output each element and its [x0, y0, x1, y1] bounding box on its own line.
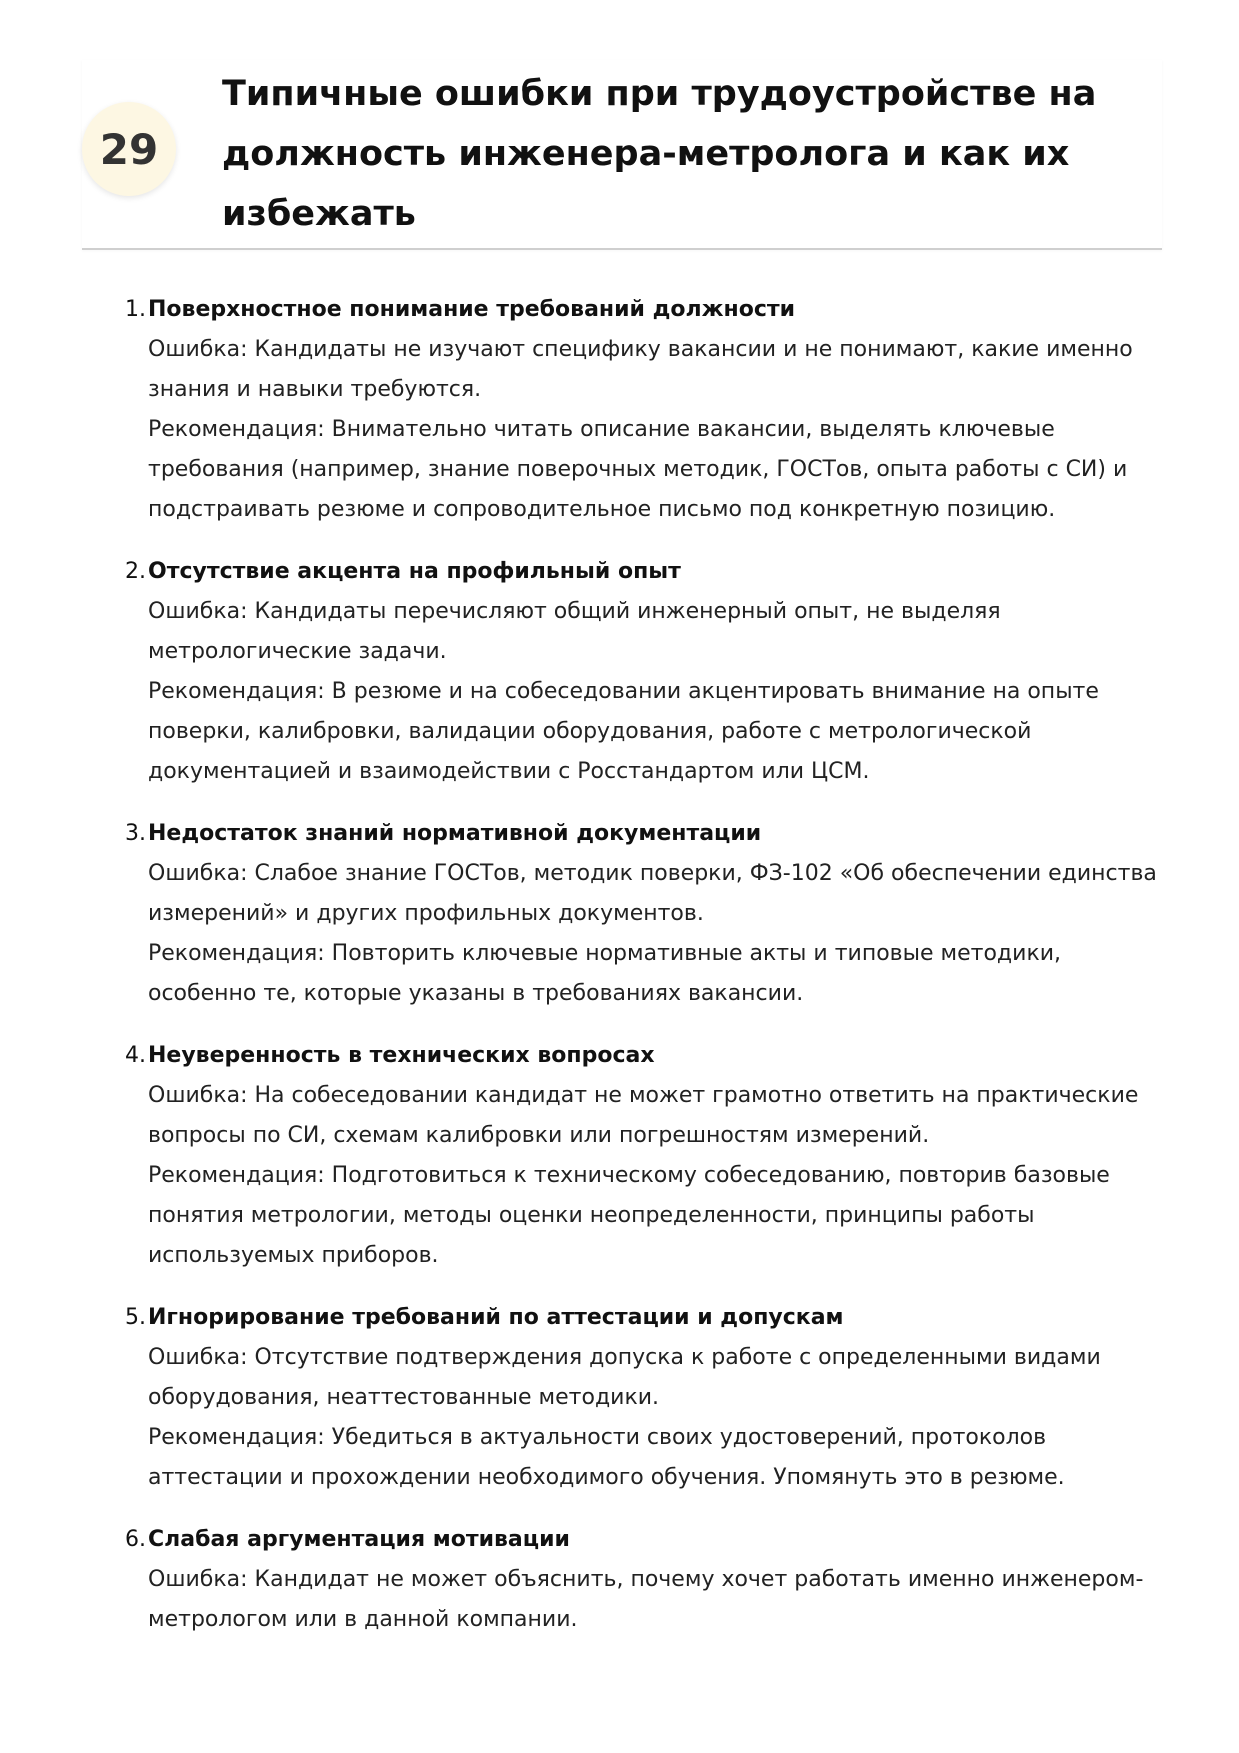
item-heading: Неуверенность в технических вопросах [148, 1043, 655, 1068]
item-advice: Рекомендация: Повторить ключевые нормативные акты и типовые методики, особенно те, которые указаны в требованиях вакансии. [148, 941, 1062, 1006]
item-heading: Игнорирование требований по аттестации и допускам [148, 1305, 844, 1330]
list-item [118, 1036, 1178, 1276]
item-error: Ошибка: Слабое знание ГОСТов, методик поверки, ФЗ-102 «Об обеспечении единства измерений» и других профильных документов. [148, 861, 1157, 926]
item-heading: Поверхностное понимание требований должности [148, 297, 796, 322]
list-item [118, 1520, 1178, 1640]
item-error: Ошибка: Отсутствие подтверждения допуска к работе с определенными видами оборудования, неаттестованные методики. [148, 1345, 1101, 1410]
item-error: Ошибка: На собеседовании кандидат не может грамотно ответить на практические вопросы по СИ, схемам калибровки или погрешностям измерений. [148, 1083, 1139, 1148]
page-number-badge: 29 [82, 102, 176, 196]
page-header [82, 60, 1162, 250]
item-number: 1. [125, 297, 146, 322]
item-heading: Слабая аргументация мотивации [148, 1527, 570, 1552]
item-error: Ошибка: Кандидаты не изучают специфику вакансии и не понимают, какие именно знания и навыки требуются. [148, 337, 1133, 402]
page-title: Типичные ошибки при трудоустройстве на должность инженера-метролога и как их избежать [222, 74, 1097, 234]
list-item [118, 552, 1178, 792]
item-number: 2. [125, 559, 146, 584]
item-number: 4. [125, 1043, 146, 1068]
item-error: Ошибка: Кандидат не может объяснить, почему хочет работать именно инженером-метрологом или в данной компании. [148, 1567, 1144, 1632]
list-item [118, 1298, 1178, 1498]
item-advice: Рекомендация: В резюме и на собеседовании акцентировать внимание на опыте поверки, калибровки, валидации оборудования, работе с метрологической документацией и взаимодействии с Росстандартом или ЦСМ. [148, 679, 1099, 784]
item-error: Ошибка: Кандидаты перечисляют общий инженерный опыт, не выделяя метрологические задачи. [148, 599, 1001, 664]
item-heading: Отсутствие акцента на профильный опыт [148, 559, 681, 584]
item-number: 5. [125, 1305, 146, 1330]
list-item [118, 290, 1178, 530]
item-number: 6. [125, 1527, 146, 1552]
item-advice: Рекомендация: Убедиться в актуальности своих удостоверений, протоколов аттестации и прохождении необходимого обучения. Упомянуть это в резюме. [148, 1425, 1065, 1490]
list-item [118, 814, 1178, 1014]
item-advice: Рекомендация: Внимательно читать описание вакансии, выделять ключевые требования (например, знание поверочных методик, ГОСТов, опыта работы с СИ) и подстраивать резюме и сопроводительное письмо под конкретную позицию. [148, 417, 1128, 522]
mistakes-list [118, 290, 1178, 1662]
item-number: 3. [125, 821, 146, 846]
item-heading: Недостаток знаний нормативной документации [148, 821, 762, 846]
item-advice: Рекомендация: Подготовиться к техническому собеседованию, повторив базовые понятия метрологии, методы оценки неопределенности, принципы работы используемых приборов. [148, 1163, 1110, 1268]
